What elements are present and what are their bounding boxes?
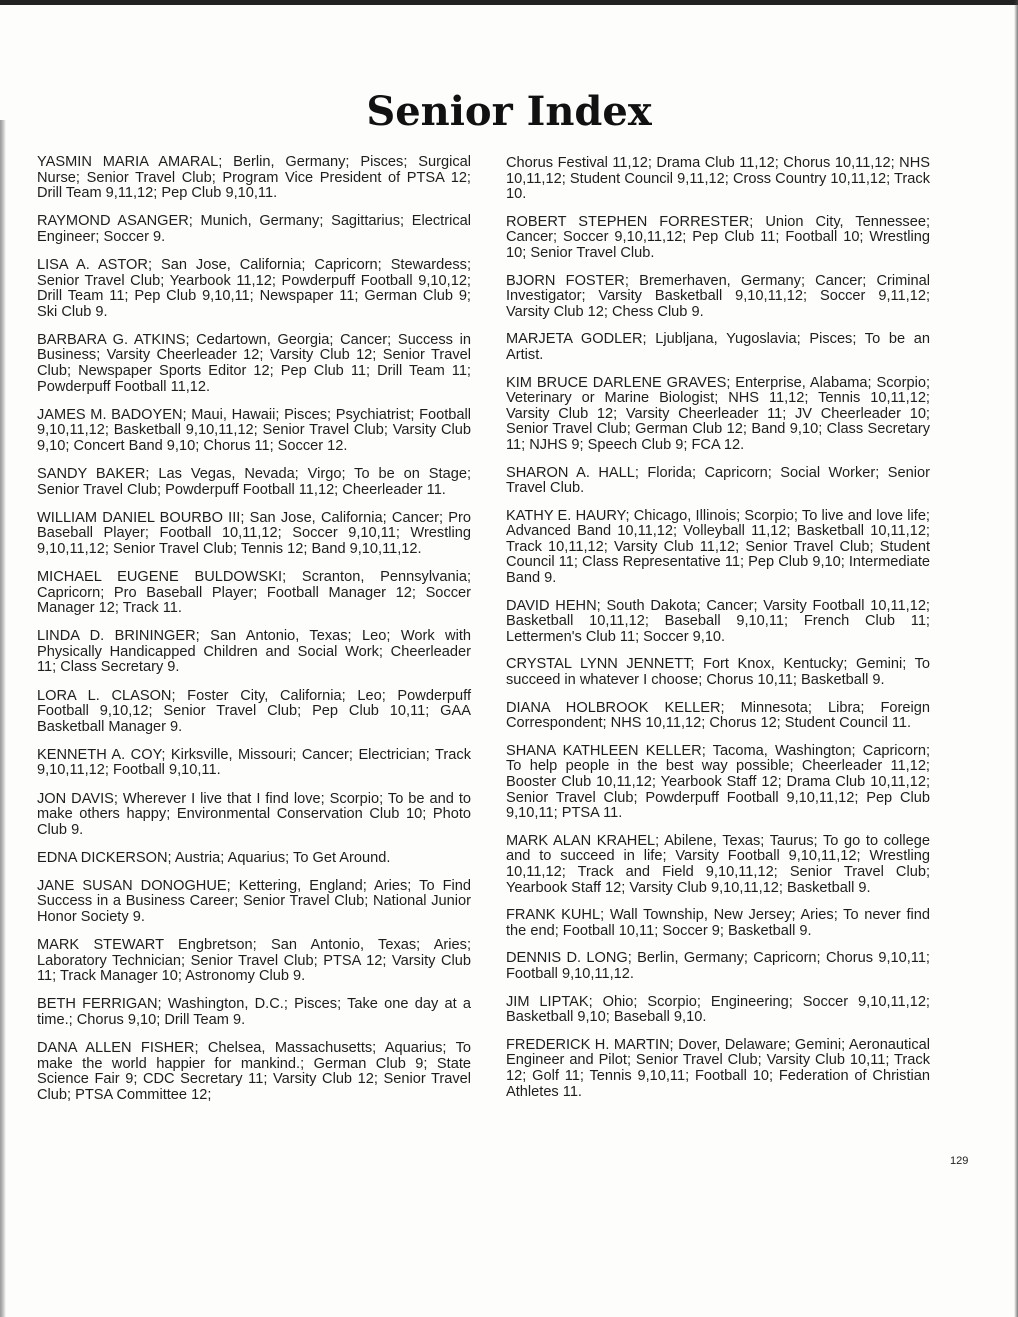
index-entry: SANDY BAKER; Las Vegas, Nevada; Virgo; To be on Stage; Senior Travel Club; Powderpuff Football 11,12; Cheerleader 11. <box>37 466 471 498</box>
index-entry: LORA L. CLASON; Foster City, California; Leo; Powderpuff Football 9,10,12; Senior Travel Club; Pep Club 10,11; GAA Basketball Manager 9. <box>37 687 471 735</box>
index-entry: LINDA D. BRININGER; San Antonio, Texas; Leo; Work with Physically Handicapped Children and Social Work; Cheerleader 11; Class Secretary 9. <box>37 628 471 676</box>
right-edge-shadow <box>1014 0 1018 1317</box>
index-entry: JAMES M. BADOYEN; Maui, Hawaii; Pisces; Psychiatrist; Football 9,10,11,12; Basketball 9,10,11,12; Senior Travel Club; Varsity Club 9,10; Concert Band 9,10; Chorus 11; Soccer 12. <box>37 406 471 454</box>
index-entry: MICHAEL EUGENE BULDOWSKI; Scranton, Pennsylvania; Capricorn; Pro Baseball Player; Football Manager 12; Soccer Manager 12; Track 11. <box>37 568 471 617</box>
index-entry: WILLIAM DANIEL BOURBO III; San Jose, California; Cancer; Pro Baseball Player; Football 10,11,12; Soccer 9,10,11; Wrestling 9,10,11,12; Senior Travel Club; Tennis 12; Band 9,10,11,12. <box>37 509 471 557</box>
index-entry: DIANA HOLBROOK KELLER; Minnesota; Libra; Foreign Correspondent; NHS 10,11,12; Chorus 12; Student Council 11. <box>506 699 930 732</box>
index-entry: KENNETH A. COY; Kirksville, Missouri; Cancer; Electrician; Track 9,10,11,12; Football 9,10,11. <box>37 746 471 779</box>
index-entry: DAVID HEHN; South Dakota; Cancer; Varsity Football 10,11,12; Basketball 10,11,12; Baseball 9,10,11; French Club 11; Lettermen's Club 11; Soccer 9,10. <box>506 597 930 645</box>
index-entry: BARBARA G. ATKINS; Cedartown, Georgia; Cancer; Success in Business; Varsity Cheerleader 12; Varsity Club 12; Senior Travel Club; Newspaper Sports Editor 12; Pep Club 11; Drill Team 11; Powderpuff Football 11,12. <box>37 331 471 395</box>
index-entry: Chorus Festival 11,12; Drama Club 11,12; Chorus 10,11,12; NHS 10,11,12; Student Council 9,11,12; Cross Country 10,11,12; Track 10. <box>506 155 930 203</box>
index-entry: JIM LIPTAK; Ohio; Scorpio; Engineering; Soccer 9,10,11,12; Basketball 9,10; Baseball 9,10. <box>506 993 930 1026</box>
index-entry: KATHY E. HAURY; Chicago, Illinois; Scorpio; To live and love life; Advanced Band 10,11,12; Volleyball 11,12; Basketball 10,11,12; Track 10,11,12; Varsity Club 11,12; Senior Travel Club; Student Council 11; Class Representative 11; Pep Club 9,10; Intermediate Band 9. <box>506 507 930 587</box>
index-entry: JON DAVIS; Wherever I live that I find love; Scorpio; To be and to make others happy; Environmental Conservation Club 10; Photo Club 9. <box>37 790 471 838</box>
index-entry: KIM BRUCE DARLENE GRAVES; Enterprise, Alabama; Scorpio; Veterinary or Marine Biologist; NHS 11,12; Tennis 10,11,12; Varsity Club 12; Varsity Cheerleader 11; JV Cheerleader 10; Senior Travel Club; German Club 12; Band 9,10; Class Secretary 11; NJHS 9; Speech Club 9; FCA 12. <box>506 374 930 453</box>
index-entry: DENNIS D. LONG; Berlin, Germany; Capricorn; Chorus 9,10,11; Football 9,10,11,12. <box>506 950 930 982</box>
index-entry: MARJETA GODLER; Ljubljana, Yugoslavia; Pisces; To be an Artist. <box>506 331 930 363</box>
right-column <box>506 156 930 1112</box>
left-column <box>37 155 471 1116</box>
index-entry: BJORN FOSTER; Bremerhaven, Germany; Cancer; Criminal Investigator; Varsity Basketball 9,10,11,12; Soccer 9,11,12; Varsity Club 12; Chess Club 9. <box>506 272 930 320</box>
index-entry: FRANK KUHL; Wall Township, New Jersey; Aries; To never find the end; Football 10,11; Soccer 9; Basketball 9. <box>506 907 930 939</box>
page-number: 129 <box>950 1155 969 1167</box>
index-entry: MARK ALAN KRAHEL; Abilene, Texas; Taurus; To go to college and to succeed in life; Varsity Football 9,10,11,12; Wrestling 10,11,12; Track and Field 9,10,11,12; Senior Travel Club; Yearbook Staff 12; Varsity Club 9,10,11,12; Basketball 9. <box>506 832 930 896</box>
index-entry: BETH FERRIGAN; Washington, D.C.; Pisces; Take one day at a time.; Chorus 9,10; Drill Team 9. <box>37 996 471 1029</box>
index-entry: EDNA DICKERSON; Austria; Aquarius; To Get Around. <box>37 849 391 866</box>
index-entry: CRYSTAL LYNN JENNETT; Fort Knox, Kentucky; Gemini; To succeed in whatever I choose; Chorus 10,11; Basketball 9. <box>506 656 930 689</box>
binding-edge-shadow <box>0 120 6 1317</box>
index-entry: DANA ALLEN FISHER; Chelsea, Massachusetts; Aquarius; To make the world happier for mankind.; German Club 9; State Science Fair 9; CDC Secretary 11; Varsity Club 12; Senior Travel Club; PTSA Committee 12; <box>37 1040 471 1103</box>
index-entry: RAYMOND ASANGER; Munich, Germany; Sagittarius; Electrical Engineer; Soccer 9. <box>37 213 471 245</box>
index-entry: ROBERT STEPHEN FORRESTER; Union City, Tennessee; Cancer; Soccer 9,10,11,12; Pep Club 11; Football 10; Wrestling 10; Senior Travel Club. <box>506 213 930 261</box>
index-entry: MARK STEWART Engbretson; San Antonio, Texas; Aries; Laboratory Technician; Senior Travel Club; PTSA 12; Varsity Club 11; Track Manager 10; Astronomy Club 9. <box>37 937 471 985</box>
index-entry: FREDERICK H. MARTIN; Dover, Delaware; Gemini; Aeronautical Engineer and Pilot; Senior Travel Club; Varsity Club 10,11; Track 12; Golf 11; Tennis 9,10,11; Football 10; Federation of Christian Athletes 11. <box>506 1036 930 1100</box>
page-title: Senior Index <box>366 88 652 135</box>
index-entry: JANE SUSAN DONOGHUE; Kettering, England; Aries; To Find Success in a Business Career; Senior Travel Club; National Junior Honor Society 9. <box>37 877 471 926</box>
index-entry: SHANA KATHLEEN KELLER; Tacoma, Washington; Capricorn; To help people in the best way possible; Cheerleader 11,12; Booster Club 10,11,12; Yearbook Staff 12; Drama Club 10,11,12; Senior Travel Club; Powderpuff Football 9,10,11,12; Pep Club 9,10,11; PTSA 11. <box>506 742 930 822</box>
index-entry: YASMIN MARIA AMARAL; Berlin, Germany; Pisces; Surgical Nurse; Senior Travel Club; Program Vice President of PTSA 12; Drill Team 9,11,12; Pep Club 9,10,11. <box>37 154 471 202</box>
top-border <box>0 0 1018 5</box>
index-entry: SHARON A. HALL; Florida; Capricorn; Social Worker; Senior Travel Club. <box>506 464 930 497</box>
index-entry: LISA A. ASTOR; San Jose, California; Capricorn; Stewardess; Senior Travel Club; Yearbook 11,12; Powderpuff Football 9,10,12; Drill Team 11; Pep Club 9,10,11; Newspaper 11; German Club 9; Ski Club 9. <box>37 256 471 320</box>
